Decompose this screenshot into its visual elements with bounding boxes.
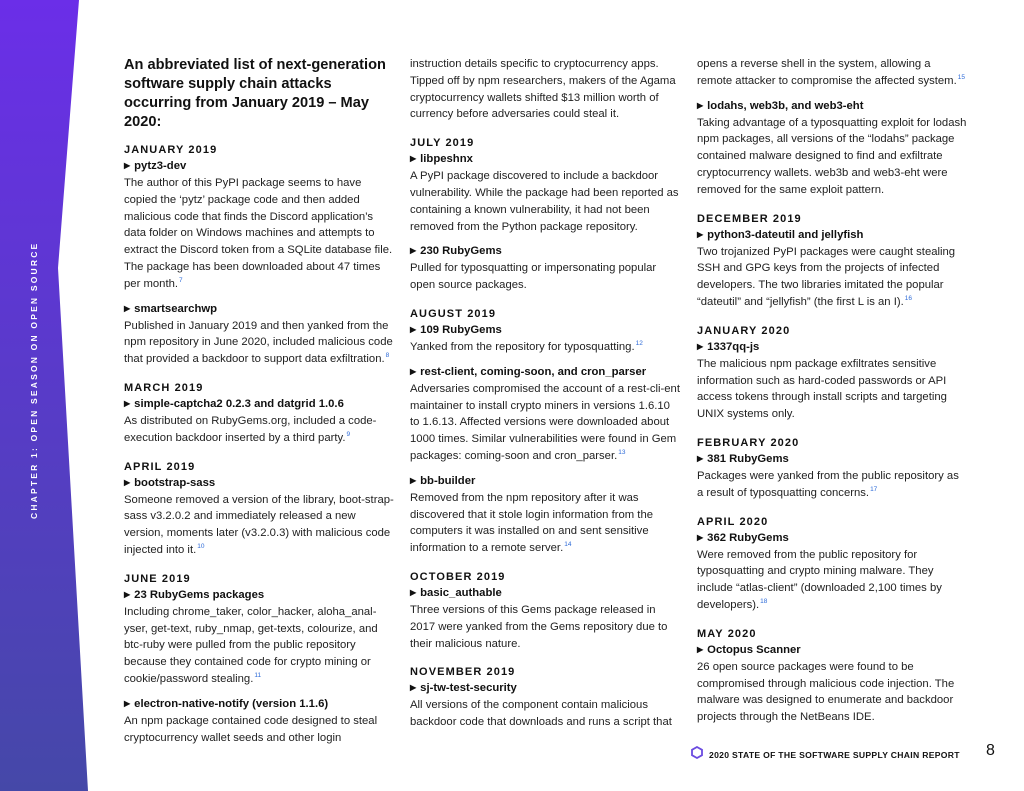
month-heading: MARCH 2019 xyxy=(124,381,204,394)
attack-name: ▶ bootstrap-sass xyxy=(124,476,216,489)
month-heading: AUGUST 2019 xyxy=(410,307,497,320)
attack-entry xyxy=(697,530,967,614)
sidebar-gradient-shape xyxy=(0,0,100,791)
footnote-ref[interactable]: 9 xyxy=(346,431,351,438)
footnote-ref[interactable]: 8 xyxy=(385,352,390,360)
attack-description: Two trojanized PyPI packages were caught stealing SSH and GPG keys from the projects of infected developers. The two libraries imitated the popular “dateutil” and “jellyfish” (the first L is an I).$^{16}$ xyxy=(697,245,956,308)
attack-description: Including chrome_taker, color_hacker, aloha_anal-yser, get-text, ruby_nmap, get-texts, colourize, and btc-ruby were pulled from the public repository because they contained code for crypto mining or cookie/password stealing.$^{11}$ xyxy=(124,605,378,685)
attack-entry xyxy=(697,98,967,199)
attack-entry xyxy=(410,322,680,356)
month-heading: JANUARY 2020 xyxy=(697,324,791,337)
attack-description: Pulled for typosquatting or impersonating popular open source packages. xyxy=(410,262,657,292)
column-1 xyxy=(124,56,394,746)
footnote-ref[interactable]: 16 xyxy=(904,295,912,303)
month-heading: JUNE 2019 xyxy=(124,572,191,585)
bullet-triangle-icon: ▶ xyxy=(124,398,131,408)
attack-name: ▶ 381 RubyGems xyxy=(697,452,789,465)
footnote-ref[interactable]: 17 xyxy=(870,485,878,493)
bullet-triangle-icon: ▶ xyxy=(697,341,704,351)
attack-entry xyxy=(124,696,394,747)
attack-entry xyxy=(410,473,680,557)
attack-name: ▶ 109 RubyGems xyxy=(410,323,502,336)
bullet-triangle-icon: ▶ xyxy=(410,475,417,485)
bullet-triangle-icon: ▶ xyxy=(697,100,704,110)
attack-entry xyxy=(124,158,394,293)
attack-name: ▶ 362 RubyGems xyxy=(697,531,789,544)
attack-description: Were removed from the public repository for typosquatting and crypto mining malware. They include “atlas-client” (downloaded 2,100 times by developers).$^{18}$ xyxy=(697,548,942,611)
attack-description: As distributed on RubyGems.org, included a code-execution backdoor inserted by a third party.$^9$ xyxy=(124,414,377,444)
bullet-triangle-icon: ▶ xyxy=(410,324,417,334)
bullet-triangle-icon: ▶ xyxy=(124,477,131,487)
attack-name: ▶ sj-tw-test-security xyxy=(410,682,517,695)
attack-description: Yanked from the repository for typosquatting.$^{12}$ xyxy=(410,340,643,353)
attack-entry xyxy=(124,301,394,368)
footnote-ref[interactable]: 18 xyxy=(760,598,768,606)
attack-name: ▶ basic_authable xyxy=(410,586,502,599)
attack-name: ▶ python3-dateutil and jellyfish xyxy=(697,228,864,241)
bullet-triangle-icon: ▶ xyxy=(124,589,131,599)
bullet-triangle-icon: ▶ xyxy=(410,366,417,376)
footnote-ref[interactable]: 11 xyxy=(254,672,262,680)
attack-entry xyxy=(410,680,680,731)
attack-entry xyxy=(697,227,967,311)
attack-entry xyxy=(410,364,680,465)
attack-entry xyxy=(124,396,394,447)
bullet-triangle-icon: ▶ xyxy=(124,303,131,313)
footnote-ref[interactable]: 7 xyxy=(179,277,183,285)
attack-entry xyxy=(410,585,680,652)
attack-description: All versions of the component contain malicious backdoor code that downloads and runs a script that xyxy=(410,699,672,729)
attack-entry xyxy=(697,451,967,502)
bullet-triangle-icon: ▶ xyxy=(124,698,131,708)
continued-text: opens a reverse shell in the system, allowing a remote attacker to compromise the affected system.$^{15}$ xyxy=(697,58,965,87)
attack-description: A PyPI package discovered to include a backdoor vulnerability. While the package had been reported as containing a known vulnerability, it had not been removed from the Python package repository. xyxy=(410,170,679,233)
month-heading: FEBRUARY 2020 xyxy=(697,436,800,449)
attack-description: Packages were yanked from the public repository as a result of typosquatting concerns.$^{17}$ xyxy=(697,469,959,499)
chapter-label: CHAPTER 1: OPEN SEASON ON OPEN SOURCE xyxy=(29,241,39,519)
attack-description: An npm package contained code designed to steal cryptocurrency wallet seeds and other login xyxy=(124,714,378,744)
column-2 xyxy=(410,56,680,731)
month-heading: APRIL 2019 xyxy=(124,460,196,473)
bullet-triangle-icon: ▶ xyxy=(697,453,704,463)
attack-description: The author of this PyPI package seems to have copied the ‘pytz’ package code and then added malicious code that finds the Discord application’s data folder on Windows machines and attempts to extract the Discord token from a SQLite database file. The package has been downloaded about 47 times per month.$^7$ xyxy=(124,177,393,290)
attack-entry xyxy=(697,642,967,726)
attack-description: Adversaries compromised the account of a rest-cli-ent maintainer to install crypto miners in versions 1.6.10 to 1.6.13. Affected versions were downloaded about 1000 times. Similar vulnerabilities were found in Gem packages: coming-soon and cron_parser.$^{13}$ xyxy=(410,382,680,462)
bullet-triangle-icon: ▶ xyxy=(697,532,704,542)
page-number: 8 xyxy=(986,742,995,759)
chapter-sidebar-band xyxy=(0,0,100,791)
continued-text: instruction details specific to cryptocurrency apps. Tipped off by npm researchers, makers of the Agama cryptocurrency wallets shifted $13 million worth of currency before adversaries could steal it. xyxy=(410,58,676,121)
attack-name: ▶ 23 RubyGems packages xyxy=(124,588,265,601)
bullet-triangle-icon: ▶ xyxy=(697,229,704,239)
attack-description: Published in January 2019 and then yanked from the npm repository in June 2020, included malicious code that provided a backdoor to support data exfiltration.$^8$ xyxy=(124,319,393,366)
bullet-triangle-icon: ▶ xyxy=(410,587,417,597)
attack-description: Three versions of this Gems package released in 2017 were yanked from the Gems repository due to their malicious nature. xyxy=(410,603,668,650)
attack-description: The malicious npm package exfiltrates sensitive information such as hard-coded passwords or API access tokens through install scripts and targeting UNIX systems only. xyxy=(697,357,947,421)
column-3 xyxy=(697,56,967,726)
attack-name: ▶ simple-captcha2 0.2.3 and datgrid 1.0.6 xyxy=(124,397,344,410)
attack-name: ▶ 1337qq-js xyxy=(697,340,760,353)
month-heading: OCTOBER 2019 xyxy=(410,570,506,583)
attack-description: Someone removed a version of the library, boot-strap-sass v3.2.0.2 and immediately released a new version, moments later (v3.2.0.3) with malicious code injected into it.$^{10}$ xyxy=(124,493,394,556)
attack-entry xyxy=(410,151,680,235)
attack-name: ▶ Octopus Scanner xyxy=(697,643,801,656)
attack-name: ▶ smartsearchwp xyxy=(124,302,218,315)
hexagon-icon xyxy=(691,746,703,764)
attack-description: Taking advantage of a typosquatting exploit for lodash npm packages, all versions of the “lodahs” package contained malware designed to find and exfiltrate cryptocurrency wallets. web3b and web3-eht were removed for the same exploit pattern. xyxy=(697,116,967,196)
month-heading: JULY 2019 xyxy=(410,137,475,150)
month-heading: JANUARY 2019 xyxy=(124,144,218,156)
attack-description: Removed from the npm repository after it was discovered that it stole login information from the computers it was installed on and sent sensitive information to a remote server.$^{14}$ xyxy=(410,491,654,555)
bullet-triangle-icon: ▶ xyxy=(697,644,704,654)
attack-description: 26 open source packages were found to be compromised through malicious code injection. The malware was designed to enumerate and backdoor projects through the NetBeans IDE. xyxy=(697,660,955,724)
attack-name: ▶ pytz3-dev xyxy=(124,160,187,172)
footnote-ref[interactable]: 13 xyxy=(618,449,626,457)
report-label: 2020 STATE OF THE SOFTWARE SUPPLY CHAIN REPORT xyxy=(709,750,960,760)
attack-name: ▶ rest-client, coming-soon, and cron_parser xyxy=(410,365,647,378)
attack-entry xyxy=(124,587,394,688)
attack-name: ▶ 230 RubyGems xyxy=(410,245,502,258)
page-title: An abbreviated list of next-generation software supply chain attacks occurring from January 2019 – May 2020: xyxy=(124,57,386,130)
month-heading: APRIL 2020 xyxy=(697,515,769,528)
footnote-ref[interactable]: 12 xyxy=(635,340,643,348)
month-heading: MAY 2020 xyxy=(697,627,757,640)
attack-entry xyxy=(124,475,394,559)
month-heading: DECEMBER 2019 xyxy=(697,212,802,225)
attack-name: ▶ libpeshnx xyxy=(410,153,473,166)
page-footer xyxy=(691,742,995,764)
footnote-ref[interactable]: 10 xyxy=(197,543,205,551)
footnote-ref[interactable]: 15 xyxy=(957,74,965,82)
bullet-triangle-icon: ▶ xyxy=(410,246,417,256)
bullet-triangle-icon: ▶ xyxy=(124,161,131,170)
footnote-ref[interactable]: 14 xyxy=(564,541,572,549)
attack-name: ▶ bb-builder xyxy=(410,474,476,487)
attack-entry xyxy=(697,339,967,423)
attack-name: ▶ lodahs, web3b, and web3-eht xyxy=(697,99,864,112)
bullet-triangle-icon: ▶ xyxy=(410,683,417,693)
attack-entry xyxy=(410,243,680,294)
attack-name: ▶ electron-native-notify (version 1.1.6) xyxy=(124,697,329,710)
month-heading: NOVEMBER 2019 xyxy=(410,666,516,679)
bullet-triangle-icon: ▶ xyxy=(410,154,417,164)
